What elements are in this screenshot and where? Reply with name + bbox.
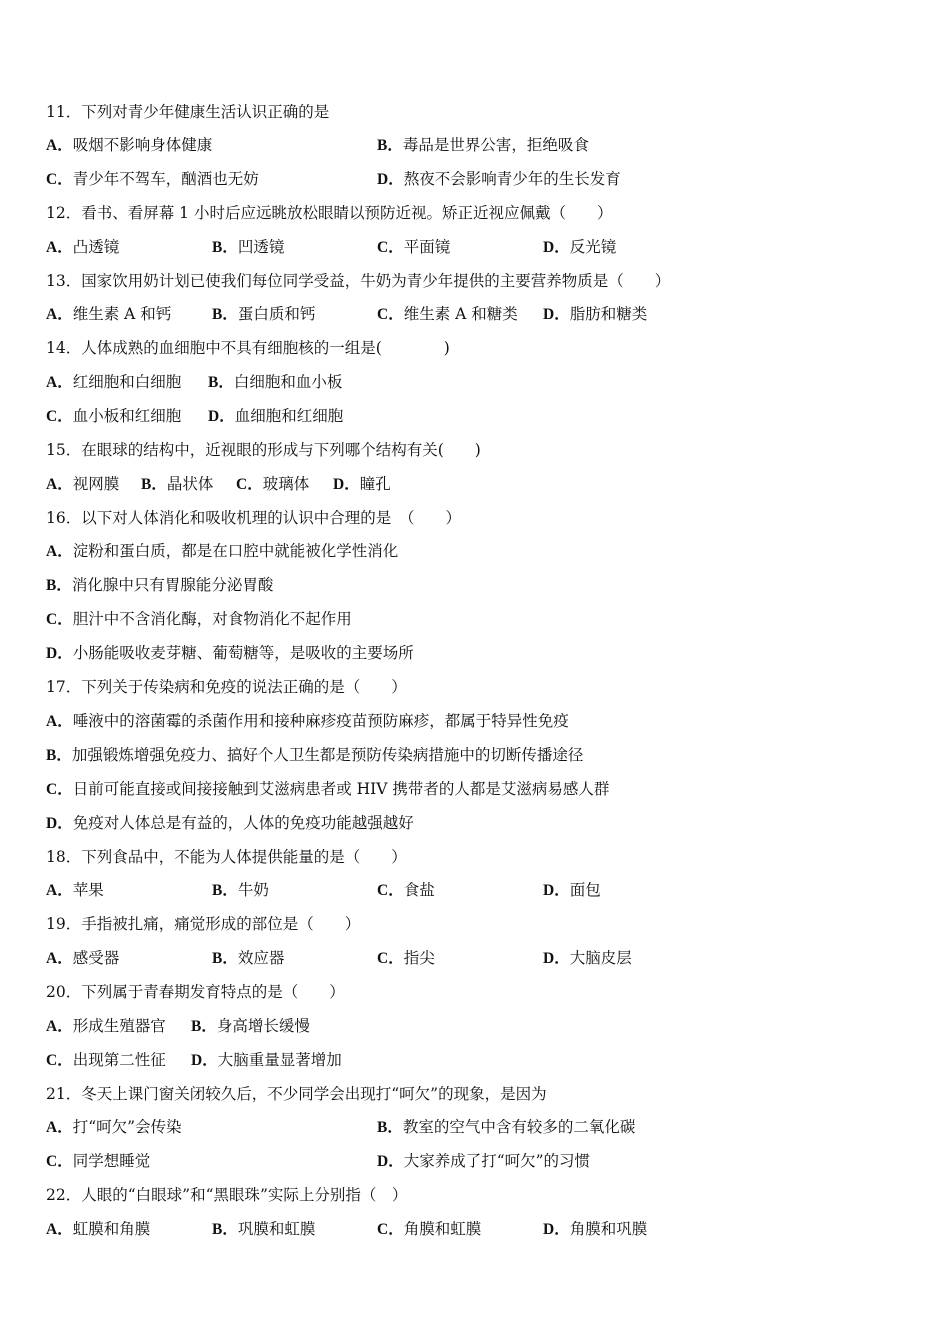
option: A．虹膜和角膜 [46,1220,151,1238]
option: B．效应器 [212,949,285,967]
option: B．牛奶 [212,881,269,899]
option: C．日前可能直接或间接接触到艾滋病患者或 HIV 携带者的人都是艾滋病易感人群 [46,780,610,798]
option: A．红细胞和白细胞 [46,373,182,391]
option: C．维生素 A 和糖类 [377,305,518,323]
question-stem: 16．以下对人体消化和吸收机理的认识中合理的是 （ ） [46,509,461,527]
option: D．瞳孔 [333,475,391,493]
option: C．平面镜 [377,238,451,256]
option: C．玻璃体 [236,475,310,493]
option: B．教室的空气中含有较多的二氧化碳 [377,1118,636,1136]
option: D．小肠能吸收麦芽糖、葡萄糖等，是吸收的主要场所 [46,644,414,662]
option: D．反光镜 [543,238,617,256]
option: B．毒品是世界公害，拒绝吸食 [377,136,589,154]
question-stem: 11．下列对青少年健康生活认识正确的是 [46,103,330,121]
option: D．免疫对人体总是有益的，人体的免疫功能越强越好 [46,814,414,832]
question-stem: 17．下列关于传染病和免疫的说法正确的是（ ） [46,678,407,696]
option: D．角膜和巩膜 [543,1220,648,1238]
option: C．角膜和虹膜 [377,1220,482,1238]
option: A．打“呵欠”会传染 [46,1118,182,1136]
question-stem: 18．下列食品中，不能为人体提供能量的是（ ） [46,848,407,866]
option: D．熬夜不会影响青少年的生长发育 [377,170,621,188]
option: A．维生素 A 和钙 [46,305,172,323]
option: D．大家养成了打“呵欠”的习惯 [377,1152,591,1170]
question-stem: 15．在眼球的结构中，近视眼的形成与下列哪个结构有关( ) [46,441,481,459]
option: C．指尖 [377,949,435,967]
question-stem: 22．人眼的“白眼球”和“黑眼珠”实际上分别指（ ） [46,1186,408,1204]
option: D．大脑皮层 [543,949,632,967]
question-stem: 19．手指被扎痛，痛觉形成的部位是（ ） [46,915,361,933]
question-stem: 20．下列属于青春期发育特点的是（ ） [46,983,345,1001]
option: B．凹透镜 [212,238,285,256]
option: D．面包 [543,881,601,899]
question-stem: 14．人体成熟的血细胞中不具有细胞核的一组是( ) [46,339,450,357]
option: B．蛋白质和钙 [212,305,316,323]
question-stem: 21．冬天上课门窗关闭较久后，不少同学会出现打“呵欠”的现象，是因为 [46,1085,547,1103]
option: A．感受器 [46,949,120,967]
option: C．食盐 [377,881,435,899]
option: A．淀粉和蛋白质，都是在口腔中就能被化学性消化 [46,542,399,560]
option: A．苹果 [46,881,104,899]
option: C．出现第二性征 [46,1051,166,1069]
option: D．脂肪和糖类 [543,305,648,323]
option: A．视网膜 [46,475,120,493]
option: D．大脑重量显著增加 [191,1051,342,1069]
option: C．胆汁中不含消化酶，对食物消化不起作用 [46,610,352,628]
option: C．青少年不驾车，酗酒也无妨 [46,170,259,188]
question-stem: 13．国家饮用奶计划已使我们每位同学受益，牛奶为青少年提供的主要营养物质是（ ） [46,272,671,290]
option: B．白细胞和血小板 [208,373,343,391]
option: A．凸透镜 [46,238,120,256]
option: B．加强锻炼增强免疫力、搞好个人卫生都是预防传染病措施中的切断传播途径 [46,746,584,764]
option: C．血小板和红细胞 [46,407,182,425]
option: A．唾液中的溶菌霉的杀菌作用和接种麻疹疫苗预防麻疹，都属于特异性免疫 [46,712,569,730]
option: B．晶状体 [141,475,214,493]
option: B．消化腺中只有胃腺能分泌胃酸 [46,576,274,594]
option: A．吸烟不影响身体健康 [46,136,213,154]
option: A．形成生殖器官 [46,1017,166,1035]
option: B．身高增长缓慢 [191,1017,310,1035]
option: D．血细胞和红细胞 [208,407,344,425]
option: B．巩膜和虹膜 [212,1220,316,1238]
option: C．同学想睡觉 [46,1152,151,1170]
question-stem: 12．看书、看屏幕 1 小时后应远眺放松眼睛以预防近视。矫正近视应佩戴（ ） [46,204,613,222]
